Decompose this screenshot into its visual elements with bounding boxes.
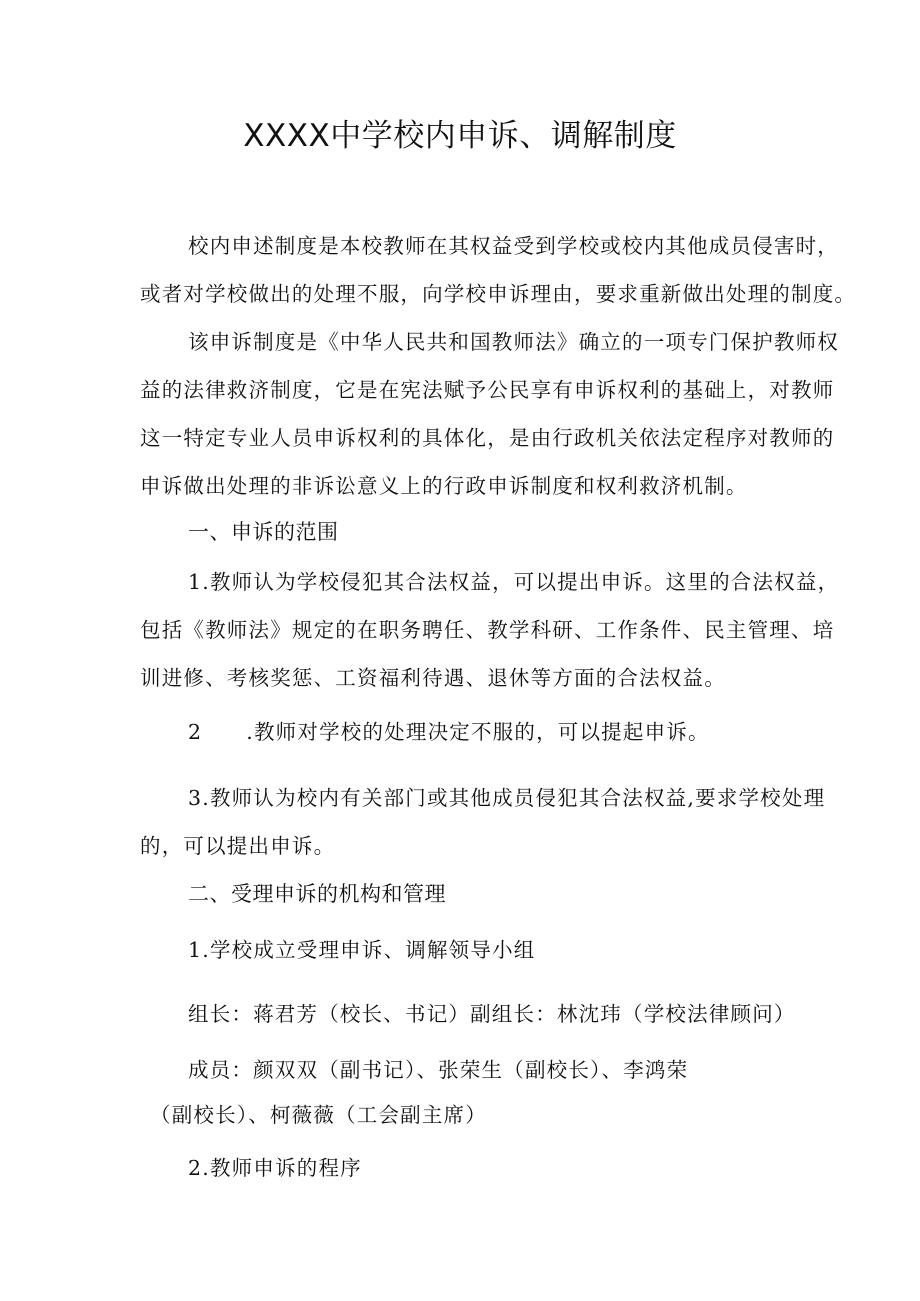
section-2-item-2 <box>188 1148 362 1188</box>
group-members-line-2: （副校长）、柯薇薇（工会副主席） <box>150 1103 487 1127</box>
text-line: 或者对学校做出的处理不服，向学校申诉理由，要求重新做出处理的制度。 <box>140 282 857 306</box>
section-1-item-2 <box>188 712 710 752</box>
item-number: 2 <box>188 1156 203 1180</box>
text-line: 申诉做出处理的非诉讼意义上的行政申诉制度和权利救济机制。 <box>140 474 748 498</box>
text-line <box>140 558 890 606</box>
item-text: .教师申诉的程序 <box>202 1156 362 1180</box>
item-number: 1 <box>188 938 203 962</box>
section-2-item-1 <box>188 930 535 970</box>
item-number: 1 <box>188 570 203 594</box>
intro-paragraph-1 <box>140 222 890 318</box>
item-number: 3 <box>188 786 203 810</box>
item-text: .教师认为校内有关部门或其他成员侵犯其合法权益,要求学校处理 <box>202 786 826 810</box>
text-line: 的，可以提出申诉。 <box>140 834 336 858</box>
item-text: .学校成立受理申诉、调解领导小组 <box>202 938 536 962</box>
section-1-item-3 <box>140 774 890 870</box>
intro-paragraph-2 <box>140 318 890 510</box>
text-line <box>140 774 890 822</box>
section-2-heading: 二、受理申诉的机构和管理 <box>188 882 446 906</box>
group-members-line-1: 成员：颜双双（副书记）、张荣生（副校长）、李鸿荣 <box>188 1058 689 1082</box>
item-text: .教师认为学校侵犯其合法权益，可以提出申诉。这里的合法权益， <box>202 570 840 594</box>
text-line: 益的法律救济制度，它是在宪法赋予公民享有申诉权利的基础上，对教师 <box>140 378 835 402</box>
text-line: 训进修、考核奖惩、工资福利待遇、退休等方面的合法权益。 <box>140 666 726 690</box>
text-line: 校内申述制度是本校教师在其权益受到学校或校内其他成员侵害时， <box>188 234 839 258</box>
text-line: 包括《教师法》规定的在职务聘任、教学科研、工作条件、民主管理、培 <box>140 618 835 642</box>
item-number: 2 <box>188 720 203 744</box>
section-1-heading: 一、申诉的范围 <box>188 520 339 544</box>
text-line: 该申诉制度是《中华人民共和国教师法》确立的一项专门保护教师权 <box>188 330 839 354</box>
group-leaders: 组长：蒋君芳（校长、书记）副组长：林沈玮（学校法律顾问） <box>188 1002 796 1026</box>
item-text: .教师对学校的处理决定不服的，可以提起申诉。 <box>246 720 710 744</box>
section-1-item-1 <box>140 558 890 702</box>
document-title: XXXX中学校内申诉、调解制度 <box>243 118 677 154</box>
text-line: 这一特定专业人员申诉权利的具体化，是由行政机关依法定程序对教师的 <box>140 426 835 450</box>
